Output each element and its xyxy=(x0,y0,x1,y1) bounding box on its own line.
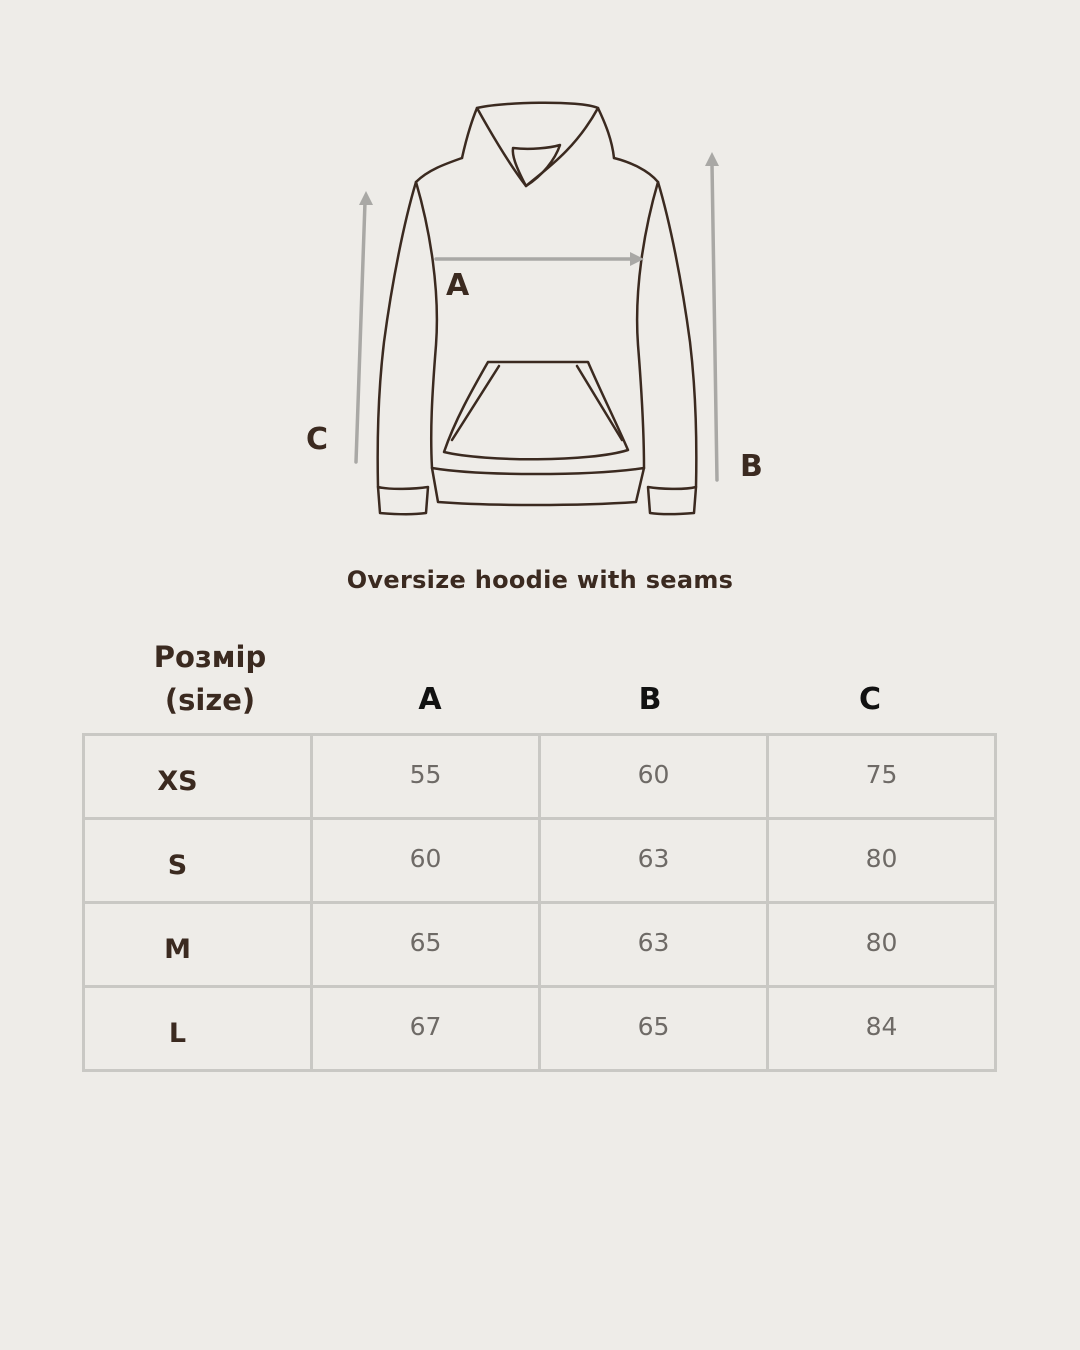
value-b: 63 xyxy=(637,844,670,873)
garment-caption: Oversize hoodie with seams xyxy=(346,566,734,594)
value-cell xyxy=(768,819,996,903)
value-cell xyxy=(312,987,540,1071)
value-a: 60 xyxy=(409,844,442,873)
column-header-c: C xyxy=(858,682,882,717)
value-cell xyxy=(540,987,768,1071)
value-cell xyxy=(768,735,996,819)
value-cell xyxy=(540,903,768,987)
hoodie-outline-icon xyxy=(0,0,1080,540)
table-row xyxy=(84,735,996,819)
value-c: 84 xyxy=(865,1012,898,1041)
value-cell xyxy=(312,735,540,819)
size-chart-table xyxy=(82,733,997,1072)
value-cell xyxy=(768,987,996,1071)
value-cell xyxy=(768,903,996,987)
column-header-a: A xyxy=(418,682,442,717)
value-a: 67 xyxy=(409,1012,442,1041)
size-heading-line1: Розмір xyxy=(153,640,267,674)
value-a: 65 xyxy=(409,928,442,957)
size-label: L xyxy=(168,1018,187,1049)
value-cell xyxy=(312,903,540,987)
value-b: 60 xyxy=(637,760,670,789)
hoodie-diagram xyxy=(0,0,1080,540)
size-cell xyxy=(84,903,312,987)
dimension-label-a: A xyxy=(446,268,470,303)
size-cell xyxy=(84,819,312,903)
size-heading-line2: (size) xyxy=(164,683,256,717)
dimension-label-b: B xyxy=(740,449,763,484)
value-cell xyxy=(540,735,768,819)
value-a: 55 xyxy=(409,760,442,789)
size-label: XS xyxy=(157,766,198,797)
dimension-label-c: C xyxy=(306,422,329,457)
table-row xyxy=(84,819,996,903)
table-row xyxy=(84,987,996,1071)
value-c: 80 xyxy=(865,844,898,873)
size-cell xyxy=(84,987,312,1071)
value-c: 80 xyxy=(865,928,898,957)
value-cell xyxy=(540,819,768,903)
size-label: M xyxy=(164,934,191,965)
value-b: 65 xyxy=(637,1012,670,1041)
value-b: 63 xyxy=(637,928,670,957)
size-cell xyxy=(84,735,312,819)
column-header-b: B xyxy=(638,682,662,717)
table-row xyxy=(84,903,996,987)
value-c: 75 xyxy=(865,760,898,789)
size-column-heading xyxy=(110,636,310,722)
size-label: S xyxy=(167,850,188,881)
value-cell xyxy=(312,819,540,903)
